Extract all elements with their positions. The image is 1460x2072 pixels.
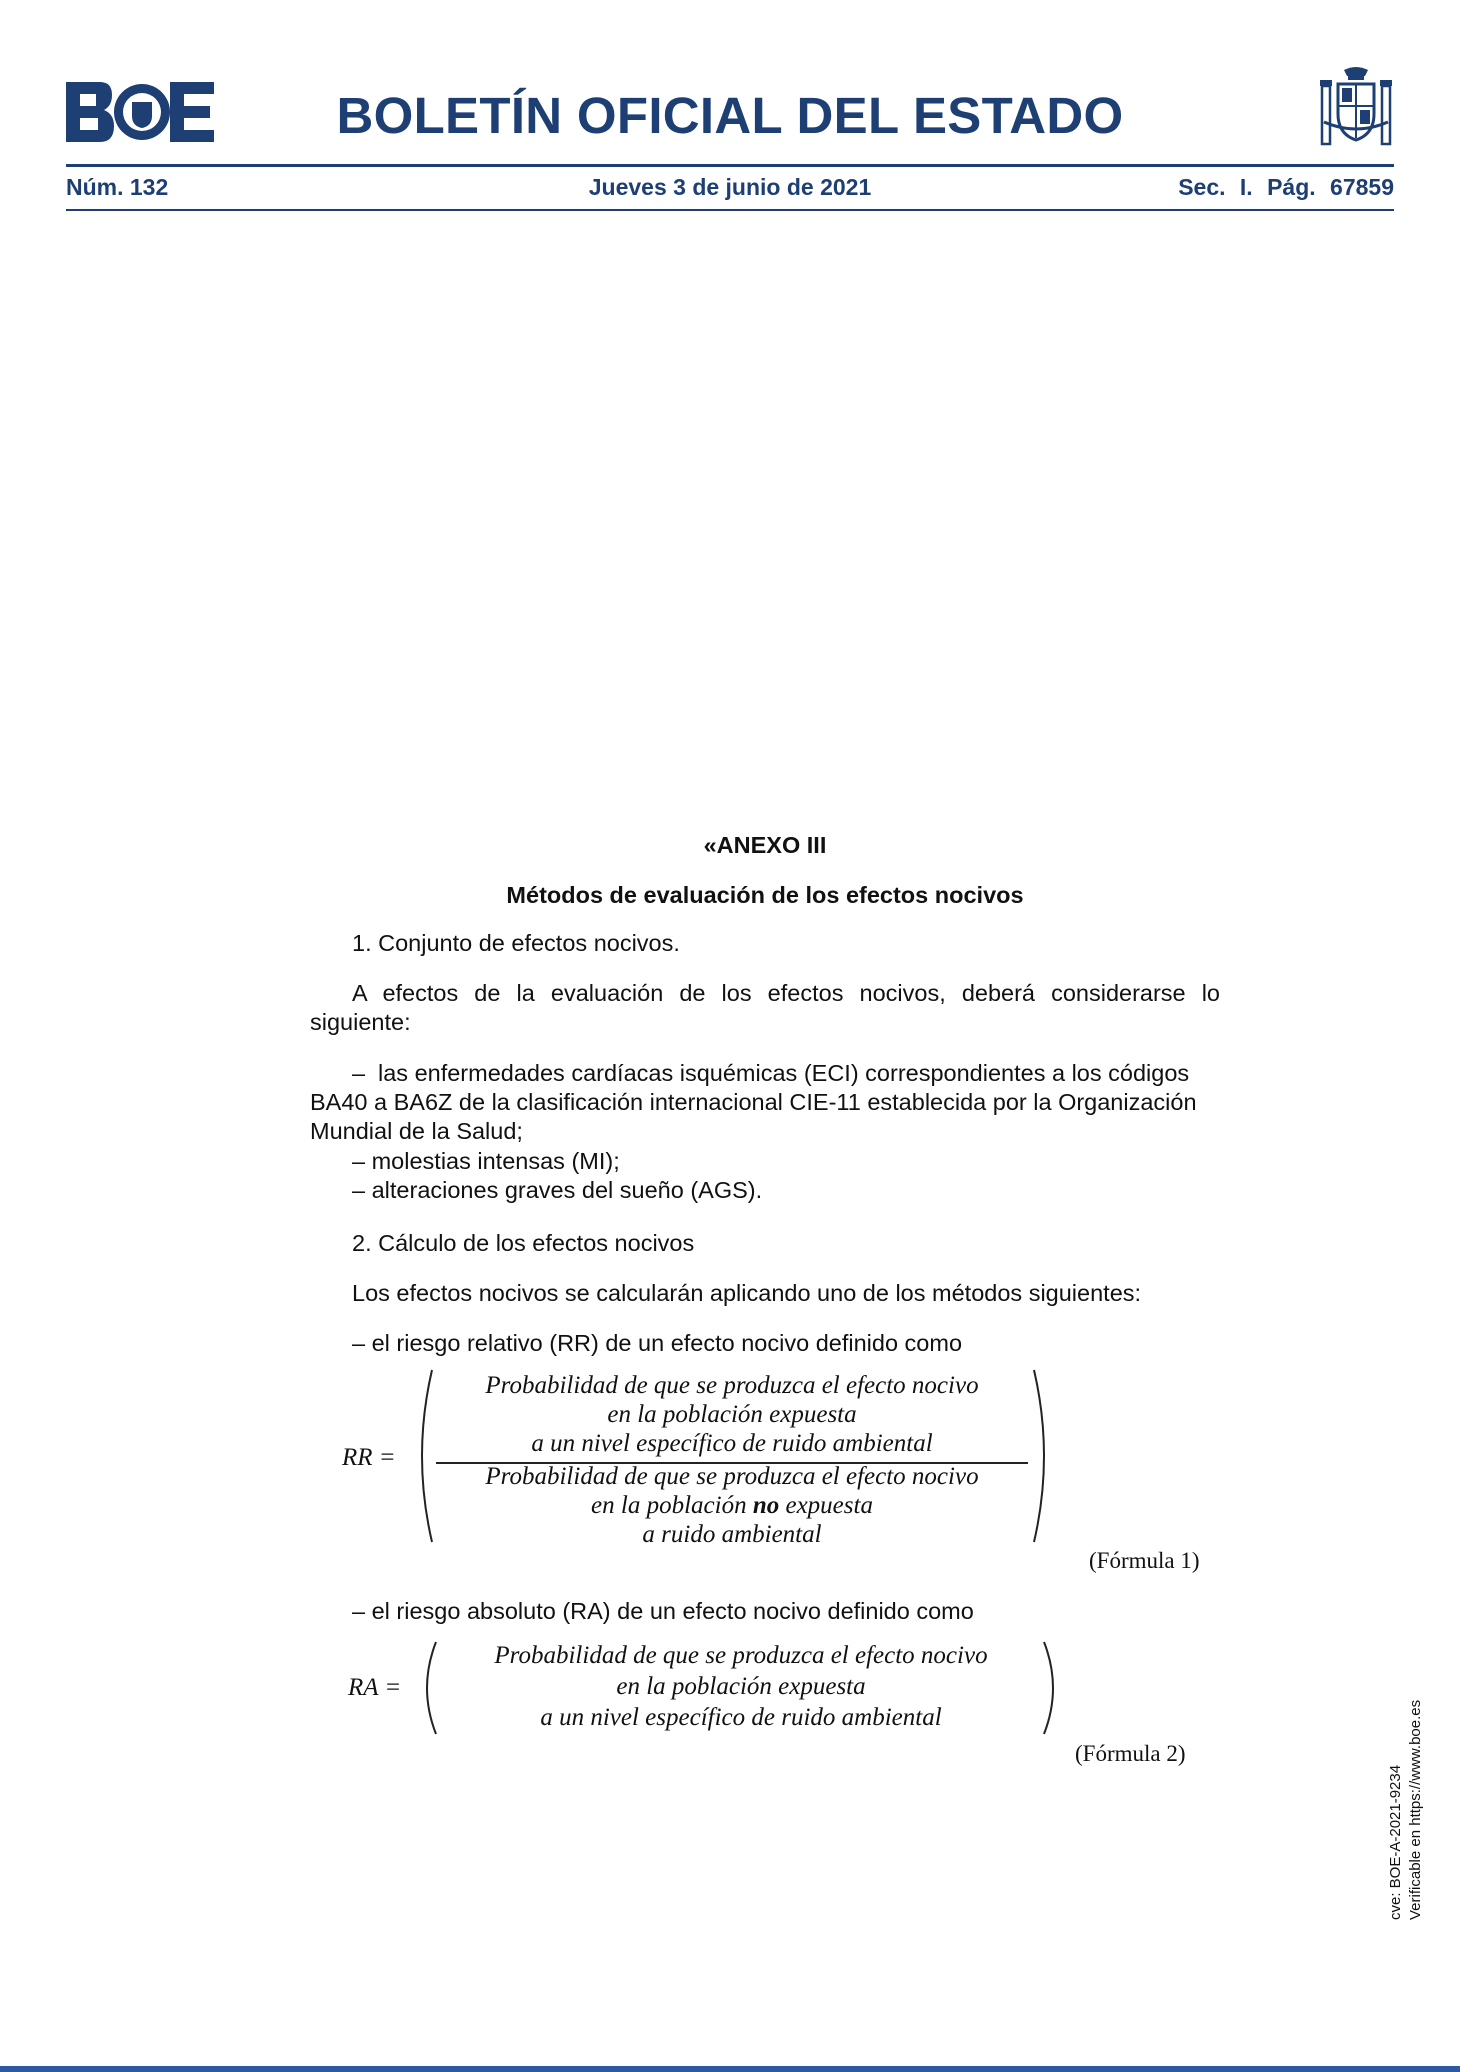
page-bottom-bar [0,2066,1460,2072]
annex-subtitle: Métodos de evaluación de los efectos nocivos [506,882,1024,908]
denominator-line: a ruido ambiental [642,1521,822,1548]
numerator-line: a un nivel específico de ruido ambiental [531,1430,933,1457]
formula-line: en la población expuesta [616,1673,866,1700]
denominator-line: en la población no expuesta [591,1492,873,1519]
cve-code: cve: BOE-A-2021-9234 [1387,1764,1404,1920]
verification-link[interactable]: Verificable en https://www.boe.es [1407,1699,1424,1920]
header-rule [66,164,1394,167]
formula-lhs: RA = [348,1674,402,1701]
issue-number: Núm. 132 [66,174,169,200]
formula-lhs: RR = [342,1444,396,1471]
denominator-line: Probabilidad de que se produzca el efecto nocivo [485,1463,979,1490]
rr-intro: – el riesgo relativo (RR) de un efecto nocivo definido como [352,1330,963,1356]
ra-intro: – el riesgo absoluto (RA) de un efecto nocivo definido como [352,1598,974,1624]
section-2-heading: 2. Cálculo de los efectos nocivos [352,1230,695,1256]
newspaper-title: BOLETÍN OFICIAL DEL ESTADO [336,87,1124,144]
header-rule-bottom [66,209,1394,211]
annex-title: «ANEXO III [703,832,827,858]
issue-date: Jueves 3 de junio de 2021 [588,174,872,200]
right-paren [1030,1368,1056,1544]
formula-2 [340,1640,1080,1740]
section-1-heading: 1. Conjunto de efectos nocivos. [352,930,680,956]
section-2-intro: Los efectos nocivos se calcularán aplicando uno de los métodos siguientes: [352,1280,1142,1306]
verification-sidebar [1386,1700,1426,1920]
formula-line: a un nivel específico de ruido ambiental [540,1704,942,1731]
list-item: – molestias intensas (MI); [352,1148,620,1174]
formula-2-label: (Fórmula 2) [1075,1741,1186,1766]
formula-1 [330,1368,1070,1548]
numerator-line: Probabilidad de que se produzca el efecto nocivo [485,1372,979,1399]
section-1-intro: A efectos de la evaluación de los efectos nocivos, deberá considerarse lo siguiente: [310,980,1220,1035]
list-dash: – [352,1060,366,1086]
coat-of-arms-icon [1318,66,1394,152]
list-item: – alteraciones graves del sueño (AGS). [352,1177,763,1203]
formula-line: Probabilidad de que se produzca el efecto nocivo [494,1642,988,1669]
formula-1-label: (Fórmula 1) [1089,1548,1200,1573]
boe-logo [66,82,214,142]
list-item-text: las enfermedades cardíacas isquémicas (ECI) correspondientes a los códigos BA40 a BA6Z de la clasificación internacional CIE-11 establecida por la Organización Mundial de la Salud; [310,1060,1197,1144]
numerator-line: en la población expuesta [607,1401,857,1428]
list-item [310,1059,1220,1146]
section-page: Sec. I. Pág. 67859 [1178,174,1394,200]
